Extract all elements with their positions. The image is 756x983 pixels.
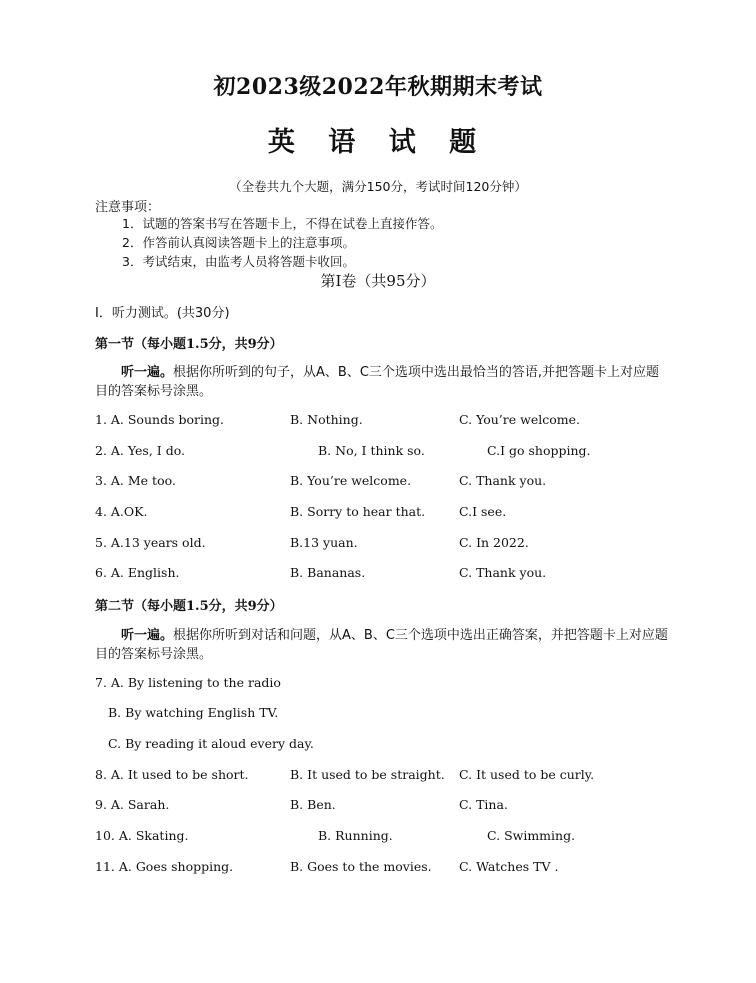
- option-a: 10. A. Skating.: [95, 828, 189, 843]
- option-b: B. It used to be straight.: [290, 767, 445, 782]
- option-a: 11. A. Goes shopping.: [95, 859, 234, 874]
- notice-heading: 注意事项：: [95, 200, 161, 215]
- option-b: B. Ben.: [290, 797, 336, 812]
- option-c: C. Tina.: [459, 797, 508, 812]
- option-c: C. In 2022.: [459, 535, 529, 550]
- notice-item: 1．试题的答案书写在答题卡上，不得在试卷上直接作答。: [122, 216, 443, 231]
- option-a: 2. A. Yes, I do.: [95, 443, 185, 458]
- option-c: C.I see.: [459, 504, 507, 519]
- exam-meta: （全卷共九个大题，满分150分，考试时间120分钟）: [229, 179, 527, 194]
- option-b: B. No, I think so.: [318, 443, 425, 458]
- option-a: 7. A. By listening to the radio: [95, 675, 281, 690]
- option-c: C. Swimming.: [487, 828, 576, 843]
- option-b: B. Goes to the movies.: [290, 859, 432, 874]
- section-title: 第二节（每小题1.5分，共9分）: [95, 599, 283, 614]
- option-c: C. Thank you.: [459, 473, 547, 488]
- section-instruction: [95, 626, 670, 664]
- section-instruction: [95, 363, 670, 401]
- notice-item: 2．作答前认真阅读答题卡上的注意事项。: [122, 235, 355, 250]
- option-c: C. By reading it aloud every day.: [108, 736, 314, 751]
- option-a: 9. A. Sarah.: [95, 797, 170, 812]
- option-c: C. Thank you.: [459, 565, 547, 580]
- instruction-text: 根据你所听到的句子，从A、B、C三个选项中选出最恰当的答语,并把答题卡上对应题目的答案标号涂黑。: [95, 365, 660, 399]
- instruction-lead: 听一遍。: [121, 365, 174, 380]
- option-c: C. Watches TV .: [459, 859, 559, 874]
- option-c: C. It used to be curly.: [459, 767, 595, 782]
- instruction-lead: 听一遍。: [121, 628, 174, 643]
- option-b: B. You’re welcome.: [290, 473, 412, 488]
- volume-title: 第Ⅰ卷（共95分）: [320, 272, 436, 290]
- option-b: B. Running.: [318, 828, 393, 843]
- instruction-text: 根据你所听到对话和问题，从A、B、C三个选项中选出正确答案，并把答题卡上对应题目的答案标号涂黑。: [95, 628, 668, 662]
- subject-title: 英 语 试 题: [267, 127, 489, 158]
- option-b: B. Sorry to hear that.: [290, 504, 426, 519]
- option-a: 4. A.OK.: [95, 504, 148, 519]
- option-c: C.I go shopping.: [487, 443, 591, 458]
- option-a: 3. A. Me too.: [95, 473, 176, 488]
- option-b: B. By watching English TV.: [108, 705, 279, 720]
- option-b: B.13 yuan.: [290, 535, 358, 550]
- part-title: Ⅰ．听力测试。(共30分): [95, 306, 230, 321]
- option-a: 8. A. It used to be short.: [95, 767, 249, 782]
- option-b: B. Bananas.: [290, 565, 366, 580]
- section-title: 第一节（每小题1.5分，共9分）: [95, 337, 283, 352]
- option-a: 1. A. Sounds boring.: [95, 412, 224, 427]
- option-a: 5. A.13 years old.: [95, 535, 206, 550]
- option-c: C. You’re welcome.: [459, 412, 580, 427]
- option-a: 6. A. English.: [95, 565, 180, 580]
- notice-item: 3．考试结束，由监考人员将答题卡收回。: [122, 254, 355, 269]
- exam-title: 初2023级2022年秋期期末考试: [213, 74, 543, 100]
- option-b: B. Nothing.: [290, 412, 363, 427]
